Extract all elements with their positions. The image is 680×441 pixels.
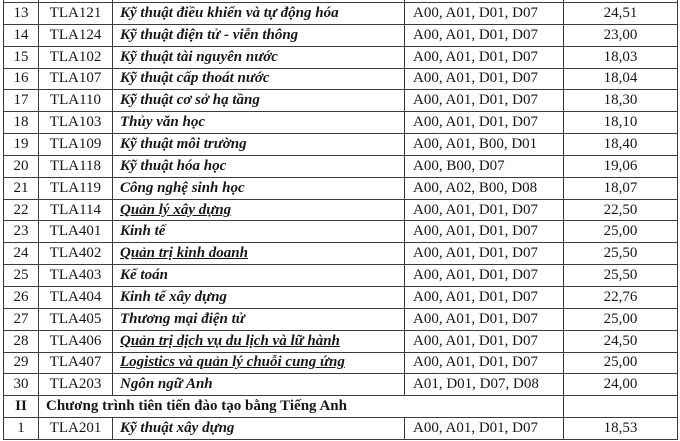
row-number: 21	[4, 178, 39, 199]
section-row	[4, 395, 677, 417]
row-number: 28	[4, 331, 39, 352]
benchmark-score: 24,51	[603, 4, 638, 21]
table-row	[4, 220, 677, 242]
row-number: 1	[4, 418, 39, 439]
program-name: Kỹ thuật cơ sở hạ tầng	[113, 90, 405, 111]
program-name: Kinh tế xây dựng	[113, 287, 405, 308]
table-row	[4, 68, 677, 90]
program-code: TLA407	[39, 353, 113, 374]
exam-combinations: A00, A01, D01, D07	[405, 243, 564, 264]
benchmark-score: 18,10	[603, 114, 638, 131]
table-row	[4, 352, 677, 374]
program-code: TLA401	[39, 221, 113, 242]
exam-combinations: A00, A01, D01, D07	[405, 418, 564, 439]
exam-combinations: A00, B00, D07	[405, 156, 564, 177]
row-number: 26	[4, 287, 39, 308]
row-number: 22	[4, 200, 39, 221]
program-code: TLA114	[39, 200, 113, 221]
program-code: TLA103	[39, 112, 113, 133]
benchmark-score: 24,50	[603, 332, 638, 349]
program-name: Quản lý xây dựng	[113, 200, 405, 221]
benchmark-score: 23,00	[603, 26, 638, 43]
benchmark-score: 18,30	[603, 92, 638, 109]
row-number: 24	[4, 243, 39, 264]
row-number: 25	[4, 265, 39, 286]
table-row	[4, 264, 677, 286]
exam-combinations: A00, A01, D01, D07	[405, 331, 564, 352]
program-code: TLA110	[39, 90, 113, 111]
row-number: 19	[4, 134, 39, 155]
exam-combinations: A00, A01, D01, D07	[405, 25, 564, 46]
program-name: Logistics và quản lý chuỗi cung ứng	[113, 353, 405, 374]
program-code: TLA203	[39, 374, 113, 395]
benchmark-score: 18,40	[603, 135, 638, 152]
section-number: II	[4, 396, 39, 417]
benchmark-score: 18,04	[603, 70, 638, 87]
benchmark-score: 25,00	[603, 310, 638, 327]
exam-combinations: A00, A01, D01, D07	[405, 200, 564, 221]
table-row	[4, 286, 677, 308]
row-number: 18	[4, 112, 39, 133]
program-name: Kỹ thuật hóa học	[113, 156, 405, 177]
program-code: TLA121	[39, 3, 113, 24]
row-number: 30	[4, 374, 39, 395]
exam-combinations: A00, A01, D01, D07	[405, 265, 564, 286]
exam-combinations: A00, A01, D01, D07	[405, 221, 564, 242]
program-name: Kỹ thuật xây dựng	[113, 418, 405, 439]
exam-combinations: A00, A01, D01, D07	[405, 47, 564, 68]
exam-combinations: A00, A01, D01, D07	[405, 90, 564, 111]
program-code: TLA402	[39, 243, 113, 264]
program-code: TLA403	[39, 265, 113, 286]
table-row	[4, 199, 677, 221]
benchmark-score: 19,06	[603, 157, 638, 174]
program-name: Kế toán	[113, 265, 405, 286]
table-row	[4, 3, 677, 24]
benchmark-score: 25,50	[603, 267, 638, 284]
row-number: 16	[4, 69, 39, 90]
benchmark-score: 18,03	[603, 48, 638, 65]
program-code: TLA404	[39, 287, 113, 308]
program-code: TLA109	[39, 134, 113, 155]
exam-combinations: A00, A02, B00, D08	[405, 178, 564, 199]
table-row	[4, 373, 677, 395]
table-row	[4, 24, 677, 46]
program-code: TLA124	[39, 25, 113, 46]
exam-combinations: A00, A01, B00, D01	[405, 134, 564, 155]
program-code: TLA405	[39, 309, 113, 330]
program-name: Kỹ thuật điều khiển và tự động hóa	[113, 3, 405, 24]
table-row	[4, 46, 677, 68]
benchmark-score: 25,00	[603, 223, 638, 240]
table-row	[4, 417, 677, 439]
table-row	[4, 133, 677, 155]
table-row	[4, 89, 677, 111]
exam-combinations: A00, A01, D01, D07	[405, 69, 564, 90]
row-number: 17	[4, 90, 39, 111]
benchmark-score: 25,50	[603, 245, 638, 262]
program-name: Thương mại điện tử	[113, 309, 405, 330]
program-name: Công nghệ sinh học	[113, 178, 405, 199]
row-number: 15	[4, 47, 39, 68]
exam-combinations: A00, A01, D01, D07	[405, 353, 564, 374]
program-name: Quản trị kinh doanh	[113, 243, 405, 264]
program-code: TLA102	[39, 47, 113, 68]
exam-combinations: A01, D01, D07, D08	[405, 374, 564, 395]
program-name: Kỹ thuật tài nguyên nước	[113, 47, 405, 68]
program-name: Kỹ thuật môi trường	[113, 134, 405, 155]
exam-combinations: A00, A01, D01, D07	[405, 309, 564, 330]
table-row	[4, 177, 677, 199]
exam-combinations: A00, A01, D01, D07	[405, 287, 564, 308]
program-code: TLA118	[39, 156, 113, 177]
program-code: TLA107	[39, 69, 113, 90]
admission-scores-table	[3, 2, 678, 440]
program-name: Kinh tế	[113, 221, 405, 242]
table-row	[4, 308, 677, 330]
row-number: 27	[4, 309, 39, 330]
benchmark-score: 24,00	[603, 376, 638, 393]
program-code: TLA406	[39, 331, 113, 352]
exam-combinations: A00, A01, D01, D07	[405, 112, 564, 133]
program-code: TLA119	[39, 178, 113, 199]
benchmark-score	[564, 396, 677, 417]
benchmark-score: 18,53	[603, 419, 638, 436]
program-code: TLA201	[39, 418, 113, 439]
program-name: Quản trị dịch vụ du lịch và lữ hành	[113, 331, 405, 352]
benchmark-score: 25,00	[603, 354, 638, 371]
program-name: Ngôn ngữ Anh	[113, 374, 405, 395]
row-number: 29	[4, 353, 39, 374]
benchmark-score: 18,07	[603, 179, 638, 196]
benchmark-score: 22,76	[603, 288, 638, 305]
row-number: 20	[4, 156, 39, 177]
row-number: 23	[4, 221, 39, 242]
table-row	[4, 330, 677, 352]
row-number: 13	[4, 3, 39, 24]
table-row	[4, 155, 677, 177]
benchmark-score: 22,50	[603, 201, 638, 218]
table-row	[4, 111, 677, 133]
section-title: Chương trình tiên tiến đào tạo bằng Tiếng Anh	[39, 396, 564, 417]
program-name: Thủy văn học	[113, 112, 405, 133]
exam-combinations: A00, A01, D01, D07	[405, 3, 564, 24]
table-row	[4, 242, 677, 264]
row-number: 14	[4, 25, 39, 46]
program-name: Kỹ thuật điện tử - viễn thông	[113, 25, 405, 46]
program-name: Kỹ thuật cấp thoát nước	[113, 69, 405, 90]
